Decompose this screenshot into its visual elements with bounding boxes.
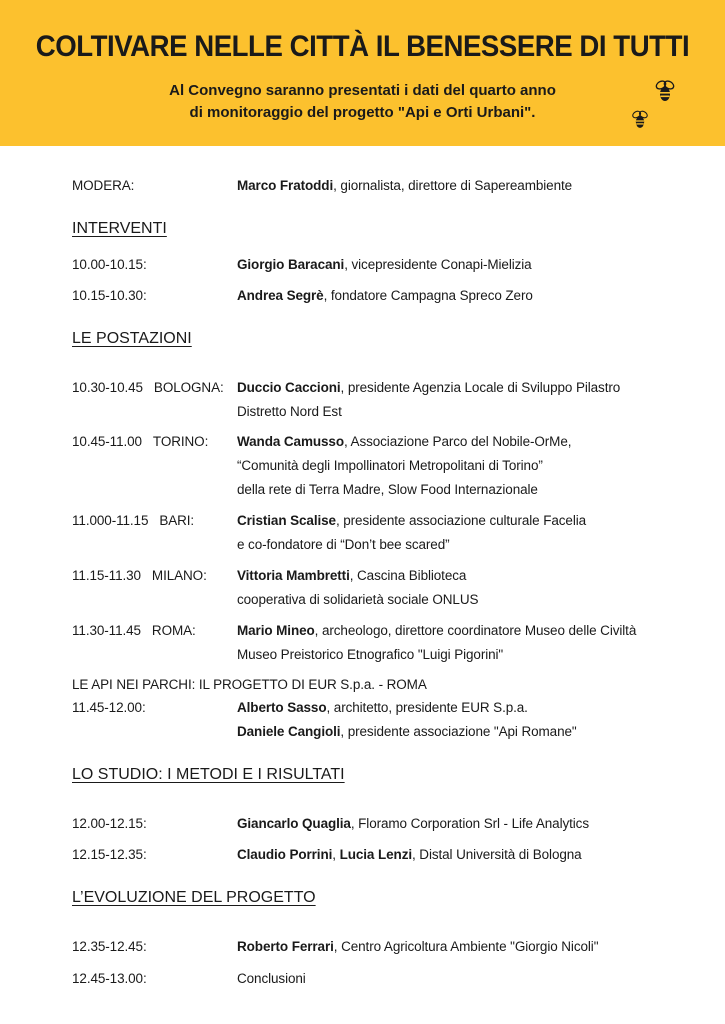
bee-icon	[630, 110, 650, 129]
speaker-role: , vicepresidente Conapi-Mielizia	[344, 257, 532, 272]
postazione-speaker	[237, 564, 466, 588]
speaker-role: , presidente associazione "Api Romane"	[340, 724, 577, 739]
parchi-time: 11.45-12.00:	[72, 700, 146, 715]
moderator-label: MODERA:	[72, 178, 135, 193]
speaker-role: , fondatore Campagna Spreco Zero	[323, 288, 533, 303]
postazione-extra: della rete di Terra Madre, Slow Food Internazionale	[237, 482, 538, 497]
speaker-name: Andrea Segrè	[237, 288, 324, 303]
interventi-time: 10.00-10.15:	[72, 257, 147, 272]
postazione-extra: e co-fondatore di “Don’t bee scared”	[237, 537, 450, 552]
studio-time: 12.15-12.35:	[72, 847, 147, 862]
time: 10.45-11.00	[72, 434, 142, 449]
speaker-role: , Distal Università di Bologna	[412, 847, 582, 862]
subtitle-line-1: Al Convegno saranno presentati i dati del quarto anno	[169, 82, 556, 99]
separator: ,	[332, 847, 340, 862]
time: 11.15-11.30	[72, 568, 141, 583]
section-studio: LO STUDIO: I METODI E I RISULTATI	[72, 766, 345, 783]
speaker-name: Duccio Caccioni	[237, 380, 341, 395]
subtitle-line-2: di monitoraggio del progetto "Api e Orti Urbani".	[189, 104, 536, 121]
postazione-extra: cooperativa di solidarietà sociale ONLUS	[237, 592, 479, 607]
speaker-name: Vittoria Mambretti	[237, 568, 350, 583]
subtitle	[0, 80, 725, 124]
evoluzione-time: 12.45-13.00:	[72, 971, 147, 986]
speaker-name: Claudio Porrini	[237, 847, 333, 862]
studio-speaker	[237, 812, 589, 836]
city: MILANO:	[151, 568, 207, 583]
speaker-name: Wanda Camusso	[237, 434, 344, 449]
interventi-time: 10.15-10.30:	[72, 288, 147, 303]
speaker-role: , presidente associazione culturale Facelia	[335, 513, 587, 528]
section-evoluzione: L’EVOLUZIONE DEL PROGETTO	[72, 889, 316, 906]
time: 10.30-10.45	[72, 380, 143, 395]
parchi-speaker	[237, 696, 528, 720]
speaker-role: , Associazione Parco del Nobile-OrMe,	[343, 434, 572, 449]
speaker-role: , Floramo Corporation Srl - Life Analytics	[350, 816, 589, 831]
postazione-extra: “Comunità degli Impollinatori Metropolitani di Torino”	[237, 458, 543, 473]
speaker-role: , Cascina Biblioteca	[349, 568, 467, 583]
speaker-name: Giorgio Baracani	[237, 257, 345, 272]
section-postazioni: LE POSTAZIONI	[72, 330, 192, 347]
speaker-name: Cristian Scalise	[237, 513, 336, 528]
speaker-name: Roberto Ferrari	[237, 939, 334, 954]
postazione-extra: Distretto Nord Est	[237, 404, 342, 419]
studio-time: 12.00-12.15:	[72, 816, 147, 831]
speaker-role: , Centro Agricoltura Ambiente "Giorgio Nicoli"	[333, 939, 599, 954]
conclusioni: Conclusioni	[237, 971, 306, 986]
postazione-extra: Museo Preistorico Etnografico "Luigi Pigorini"	[237, 647, 504, 662]
parchi-speaker	[237, 720, 577, 744]
postazione-time	[72, 619, 196, 643]
interventi-speaker	[237, 284, 533, 308]
speaker-name: Daniele Cangioli	[237, 724, 341, 739]
time: 11.000-11.15	[72, 513, 149, 528]
speaker-role: , presidente Agenzia Locale di Sviluppo Pilastro	[340, 380, 621, 395]
moderator-name: Marco Fratoddi	[237, 178, 334, 193]
postazione-time	[72, 564, 207, 588]
speaker-name: Mario Mineo	[237, 623, 315, 638]
speaker-role: , archeologo, direttore coordinatore Museo delle Civiltà	[314, 623, 637, 638]
speaker-role: , architetto, presidente EUR S.p.a.	[326, 700, 528, 715]
city: BOLOGNA:	[153, 380, 224, 395]
postazione-speaker	[237, 619, 636, 643]
page-title: COLTIVARE NELLE CITTÀ IL BENESSERE DI TUTTI	[35, 30, 690, 63]
studio-speaker	[237, 843, 582, 867]
evoluzione-speaker	[237, 935, 598, 959]
speaker-name: Giancarlo Quaglia	[237, 816, 351, 831]
time: 11.30-11.45	[72, 623, 141, 638]
postazione-speaker	[237, 509, 586, 533]
postazione-time	[72, 430, 208, 454]
evoluzione-time: 12.35-12.45:	[72, 939, 147, 954]
postazione-speaker	[237, 376, 620, 400]
speaker-name: Alberto Sasso	[237, 700, 327, 715]
city: BARI:	[159, 513, 195, 528]
section-interventi: INTERVENTI	[72, 220, 167, 237]
parchi-heading: LE API NEI PARCHI: IL PROGETTO DI EUR S.p.a. - ROMA	[72, 677, 427, 692]
postazione-time	[72, 376, 224, 400]
moderator-role: , giornalista, direttore di Sapereambiente	[333, 178, 573, 193]
speaker-name: Lucia Lenzi	[339, 847, 412, 862]
city: TORINO:	[152, 434, 209, 449]
city: ROMA:	[151, 623, 196, 638]
postazione-time	[72, 509, 194, 533]
header-banner	[0, 0, 725, 146]
moderator-info	[237, 174, 572, 198]
postazione-speaker	[237, 430, 571, 454]
bee-icon	[653, 80, 677, 102]
interventi-speaker	[237, 253, 532, 277]
